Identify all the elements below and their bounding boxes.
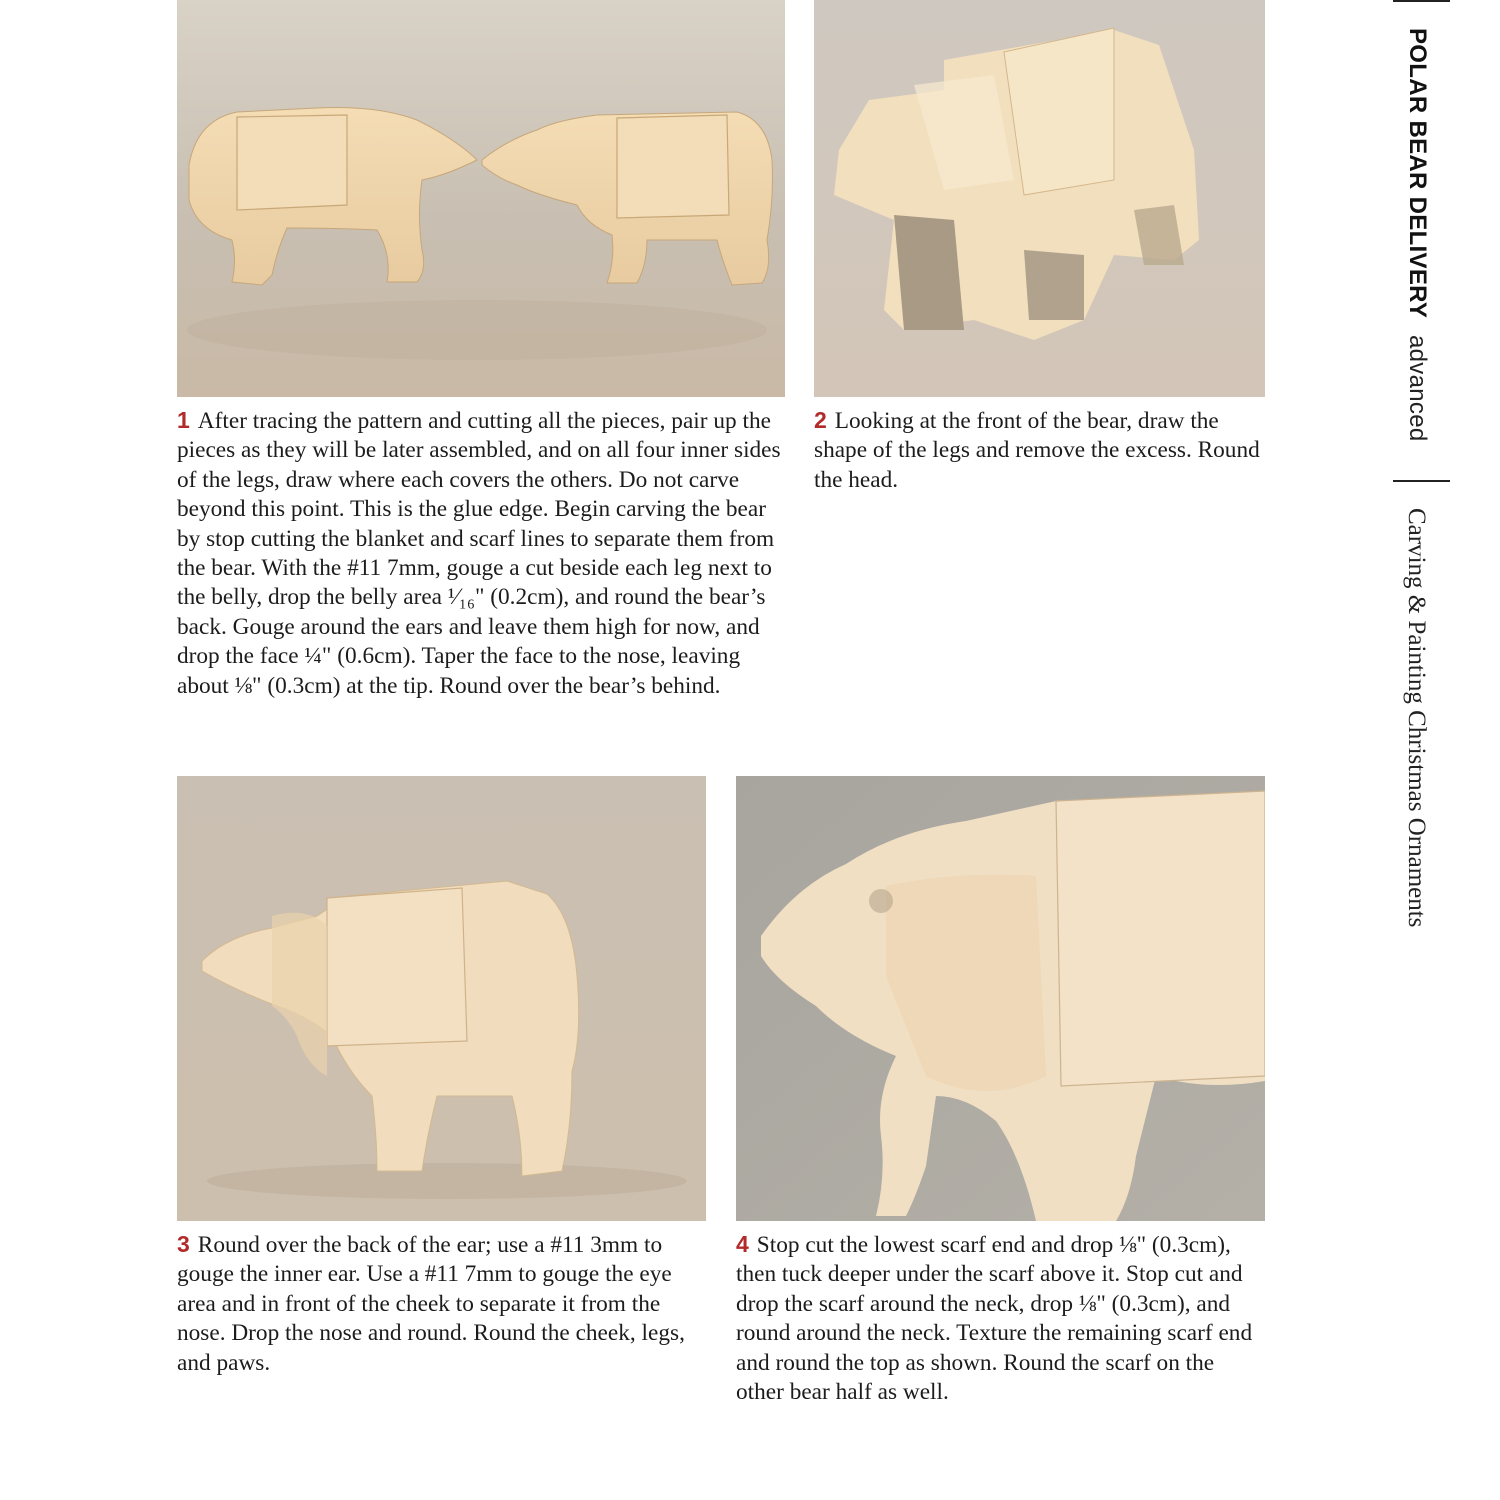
step-4-photo [736, 776, 1265, 1221]
step-text: Round over the back of the ear; use a #11 3mm to gouge the inner ear. Use a #11 7mm to gouge the eye area and in front of the cheek to separate it from the nose. Drop the nose and round. Round the cheek, legs, and paws. [177, 1232, 685, 1376]
rounded-bear-side-image [177, 776, 706, 1221]
step-1-caption [177, 406, 789, 701]
step-2-photo [814, 0, 1265, 397]
running-head [1403, 28, 1431, 442]
step-text: Stop cut the lowest scarf end and drop ⅛" (0.3cm), then tuck deeper under the scarf above it. Stop cut and drop the scarf around the neck, drop ⅛" (0.3cm), and round around the neck. Texture the remaining scarf end and round the top as shown. Round the scarf on the other bear half as well. [736, 1232, 1253, 1406]
step-text: Looking at the front of the bear, draw the shape of the legs and remove the excess. Round the head. [814, 408, 1260, 493]
step-2-caption [814, 406, 1264, 495]
step-number: 2 [814, 407, 827, 433]
step-text: After tracing the pattern and cutting all the pieces, pair up the pieces as they will be later assembled, and on all four inner sides of the legs, draw where each covers the others. Do not carve beyond this point. This is the glue edge. Begin carving the bear by stop cutting the blanket and scarf lines to separate them from the bear. With the #11 7mm, gouge a cut beside each leg next to the belly, drop the belly area ¹⁄₁₆" (0.2cm), and round the bear’s back. Gouge around the ears and leave them high for now, and drop the face ¼" (0.6cm). Taper the face to the nose, leaving about ⅛" (0.3cm) at the tip. Round over the bear’s behind. [177, 408, 781, 699]
step-1-photo [177, 0, 785, 397]
bear-scarf-closeup-image [736, 776, 1265, 1221]
skill-level: advanced [1404, 335, 1431, 442]
step-3-photo [177, 776, 706, 1221]
polar-bear-pair-image [177, 0, 785, 397]
step-number: 3 [177, 1231, 190, 1257]
sidebar-divider [1393, 480, 1450, 482]
project-title: POLAR BEAR DELIVERY [1404, 28, 1431, 319]
step-number: 4 [736, 1231, 749, 1257]
step-4-caption [736, 1230, 1256, 1407]
roughed-out-bear-image [814, 0, 1265, 397]
step-3-caption [177, 1230, 710, 1378]
book-title: Carving & Painting Christmas Ornaments [1403, 508, 1430, 928]
sidebar-top-rule [1393, 0, 1450, 2]
step-number: 1 [177, 407, 190, 433]
